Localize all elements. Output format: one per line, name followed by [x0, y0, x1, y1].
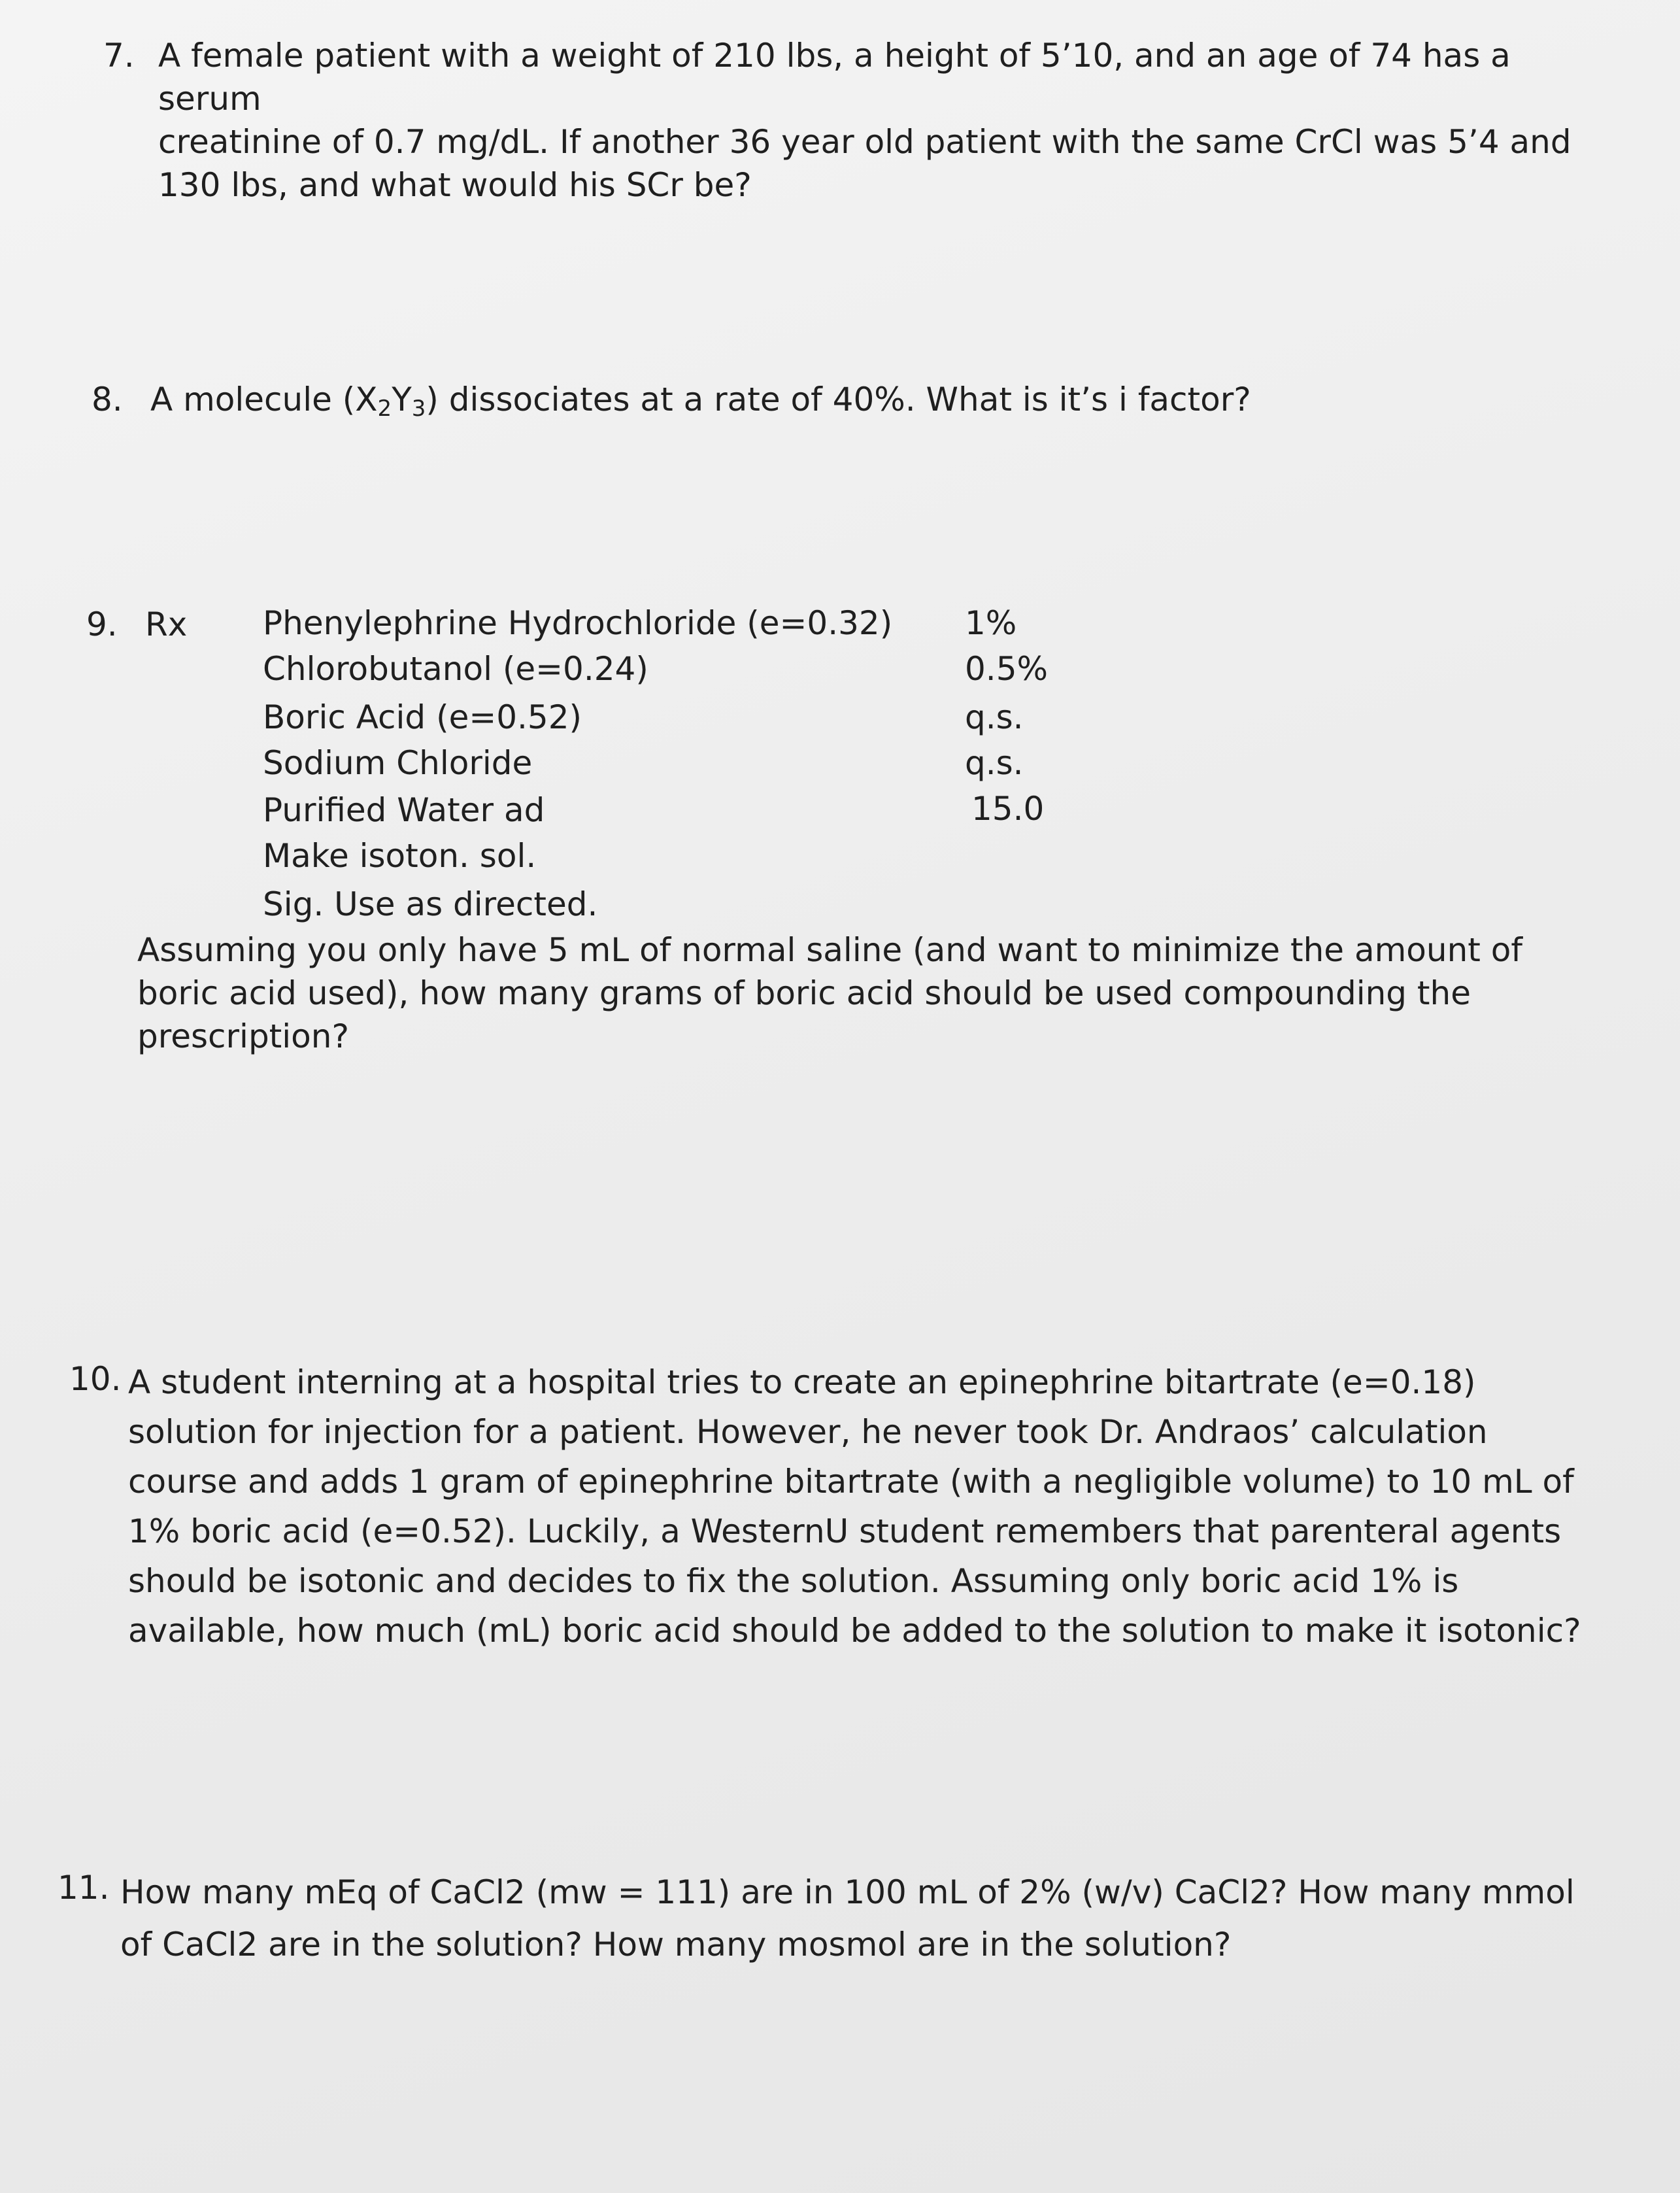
question-8-text	[150, 378, 1251, 421]
question-7-text: A female patient with a weight of 210 lbs, a height of 5’10, and an age of 74 has a serum creatinine of 0.7 mg/dL. If another 36 year old patient with the same CrCl was 5’4 and 130 lbs, and what would his SCr be?	[158, 37, 1571, 204]
question-7-number: 7.	[103, 37, 135, 75]
rx-ingredient-name: Chlorobutanol (e=0.24)	[263, 650, 648, 688]
question-11-number: 11.	[58, 1869, 110, 1907]
question-10-text: A student interning at a hospital tries to create an epinephrine bitartrate (e=0.18) solution for injection for a patient. However, he never took Dr. Andraos’ calculation course and adds 1 gram of epinephrine bitartrate (with a negligible volume) to 10 mL of 1% boric acid (e=0.52). Luckily, a WesternU student remembers that parenteral agents should be isotonic and decides to fix the solution. Assuming only boric acid 1% is available, how much (mL) boric acid should be added to the solution to make it isotonic?	[128, 1363, 1581, 1650]
rx-signa: Sig. Use as directed.	[263, 885, 598, 923]
question-8-number: 8.	[92, 381, 123, 418]
rx-ingredient-name: Sodium Chloride	[263, 744, 533, 782]
question-11	[0, 1866, 1680, 1971]
rx-ingredient-amount: 15.0	[971, 790, 1045, 828]
rx-ingredient-name: Boric Acid (e=0.52)	[263, 698, 582, 736]
rx-ingredient-amount: q.s.	[965, 698, 1024, 736]
question-10	[0, 1357, 1680, 1671]
question-10-number: 10.	[69, 1360, 122, 1398]
rx-ingredient-name: Phenylephrine Hydrochloride (e=0.32)	[263, 604, 893, 642]
question-8	[0, 378, 1680, 424]
rx-ingredient-name: Purified Water ad	[263, 791, 545, 829]
question-9-text: Assuming you only have 5 mL of normal saline (and want to minimize the amount of boric acid used), how many grams of boric acid should be used compounding the prescription?	[137, 931, 1522, 1055]
question-8-text-b: Y	[392, 381, 412, 418]
question-7	[0, 34, 1680, 204]
rx-instruction: Make isoton. sol.	[263, 837, 537, 875]
question-11-text: How many mEq of CaCl2 (mw = 111) are in 100 mL of 2% (w/v) CaCl2? How many mmol of CaCl2 are in the solution? How many mosmol are in the solution?	[120, 1873, 1575, 1964]
question-9-number: 9.	[86, 605, 118, 643]
question-8-sub-y: 3	[411, 396, 426, 422]
rx-ingredient-amount: 0.5%	[965, 650, 1049, 688]
question-8-sub-x: 2	[377, 396, 392, 422]
rx-label: Rx	[145, 605, 188, 643]
question-8-text-c: ) dissociates at a rate of 40%. What is it’s i factor?	[426, 381, 1251, 418]
rx-ingredient-amount: 1%	[965, 604, 1017, 642]
rx-ingredient-amount: q.s.	[965, 744, 1024, 782]
question-8-text-a: A molecule (X	[150, 381, 378, 418]
